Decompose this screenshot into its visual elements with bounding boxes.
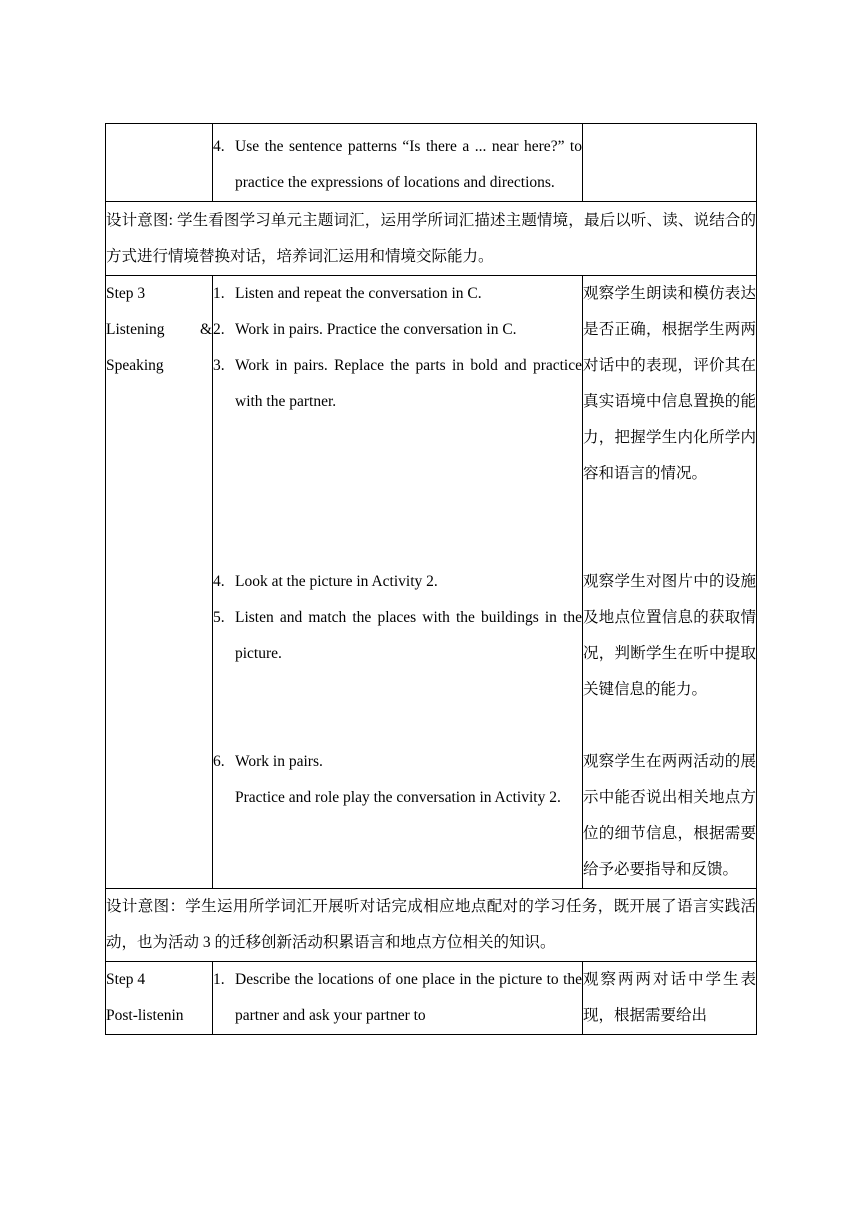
list-text-continuation: Practice and role play the conversation in Activity 2. [235,789,561,806]
step-subtitle-word: Listening [106,321,165,338]
step-cell-empty [106,124,213,202]
design-intent-text: 设计意图：学生运用所学词汇开展听对话完成相应地点配对的学习任务，既开展了语言实践活动，也为活动 3 的迁移创新活动积累语言和地点方位相关的知识。 [106,898,756,951]
evaluation-cell-empty [583,124,757,202]
design-intent-cell [106,202,757,276]
list-text: Look at the picture in Activity 2. [235,573,438,590]
activity-cell [213,276,583,889]
list-number: 2. [213,321,225,338]
design-intent-cell [106,889,757,962]
list-item [213,276,582,312]
list-number: 3. [213,357,225,374]
step-title: Step 4 [106,971,146,988]
list-number: 1. [213,971,225,988]
table-row-step3 [106,276,757,889]
step-cell [106,962,213,1035]
activity-cell [213,124,583,202]
evaluation-cell [583,276,757,889]
evaluation-text: 观察两两对话中学生表现，根据需要给出 [583,971,756,1024]
list-item [213,312,582,348]
table-row-intent-1 [106,202,757,276]
step-subtitle-word: Post-listenin [106,1007,184,1024]
evaluation-cell [583,962,757,1035]
list-item [213,348,582,420]
list-item [213,744,582,780]
lesson-plan-table [105,123,757,1035]
step-subtitle-word: Speaking [106,357,164,374]
table-row-step4 [106,962,757,1035]
list-text: Describe the locations of one place in the picture to the partner and ask your partner to [235,971,582,1024]
evaluation-text: 观察学生朗读和模仿表达是否正确，根据学生两两对话中的表现，评价其在真实语境中信息置换的能力，把握学生内化所学内容和语言的情况。 [583,285,756,482]
activity-cell [213,962,583,1035]
step-cell [106,276,213,889]
list-text: Work in pairs. Practice the conversation in C. [235,321,517,338]
list-number: 4. [213,138,225,155]
list-item [213,564,582,600]
list-text: Listen and match the places with the buildings in the picture. [235,609,582,662]
step-title: Step 3 [106,285,146,302]
design-intent-text: 设计意图: 学生看图学习单元主题词汇，运用学所词汇描述主题情境，最后以听、读、说结合的方式进行情境替换对话，培养词汇运用和情境交际能力。 [106,212,756,265]
table-row-step2-end [106,124,757,202]
activity-group-b [213,564,582,744]
evaluation-text: 观察学生在两两活动的展示中能否说出相关地点方位的细节信息，根据需要给予必要指导和反馈。 [583,753,756,878]
list-number: 1. [213,285,225,302]
evaluation-text: 观察学生对图片中的设施及地点位置信息的获取情况，判断学生在听中提取关键信息的能力。 [583,573,756,698]
list-number: 5. [213,609,225,626]
list-number: 4. [213,573,225,590]
list-item [213,962,582,1034]
list-text: Work in pairs. Replace the parts in bold and practice with the partner. [235,357,582,410]
list-item [213,600,582,672]
step-subtitle-amp: & [199,321,212,338]
list-text: Work in pairs. [235,753,323,770]
list-text: Use the sentence patterns “Is there a ... near here?” to practice the expressions of locations and directions. [235,138,582,191]
list-number: 6. [213,753,225,770]
table-row-intent-2 [106,889,757,962]
list-item [213,129,582,201]
activity-group-c [213,744,582,816]
activity-group-a [213,276,582,564]
step-subtitle-line [106,312,212,348]
list-text: Listen and repeat the conversation in C. [235,285,482,302]
